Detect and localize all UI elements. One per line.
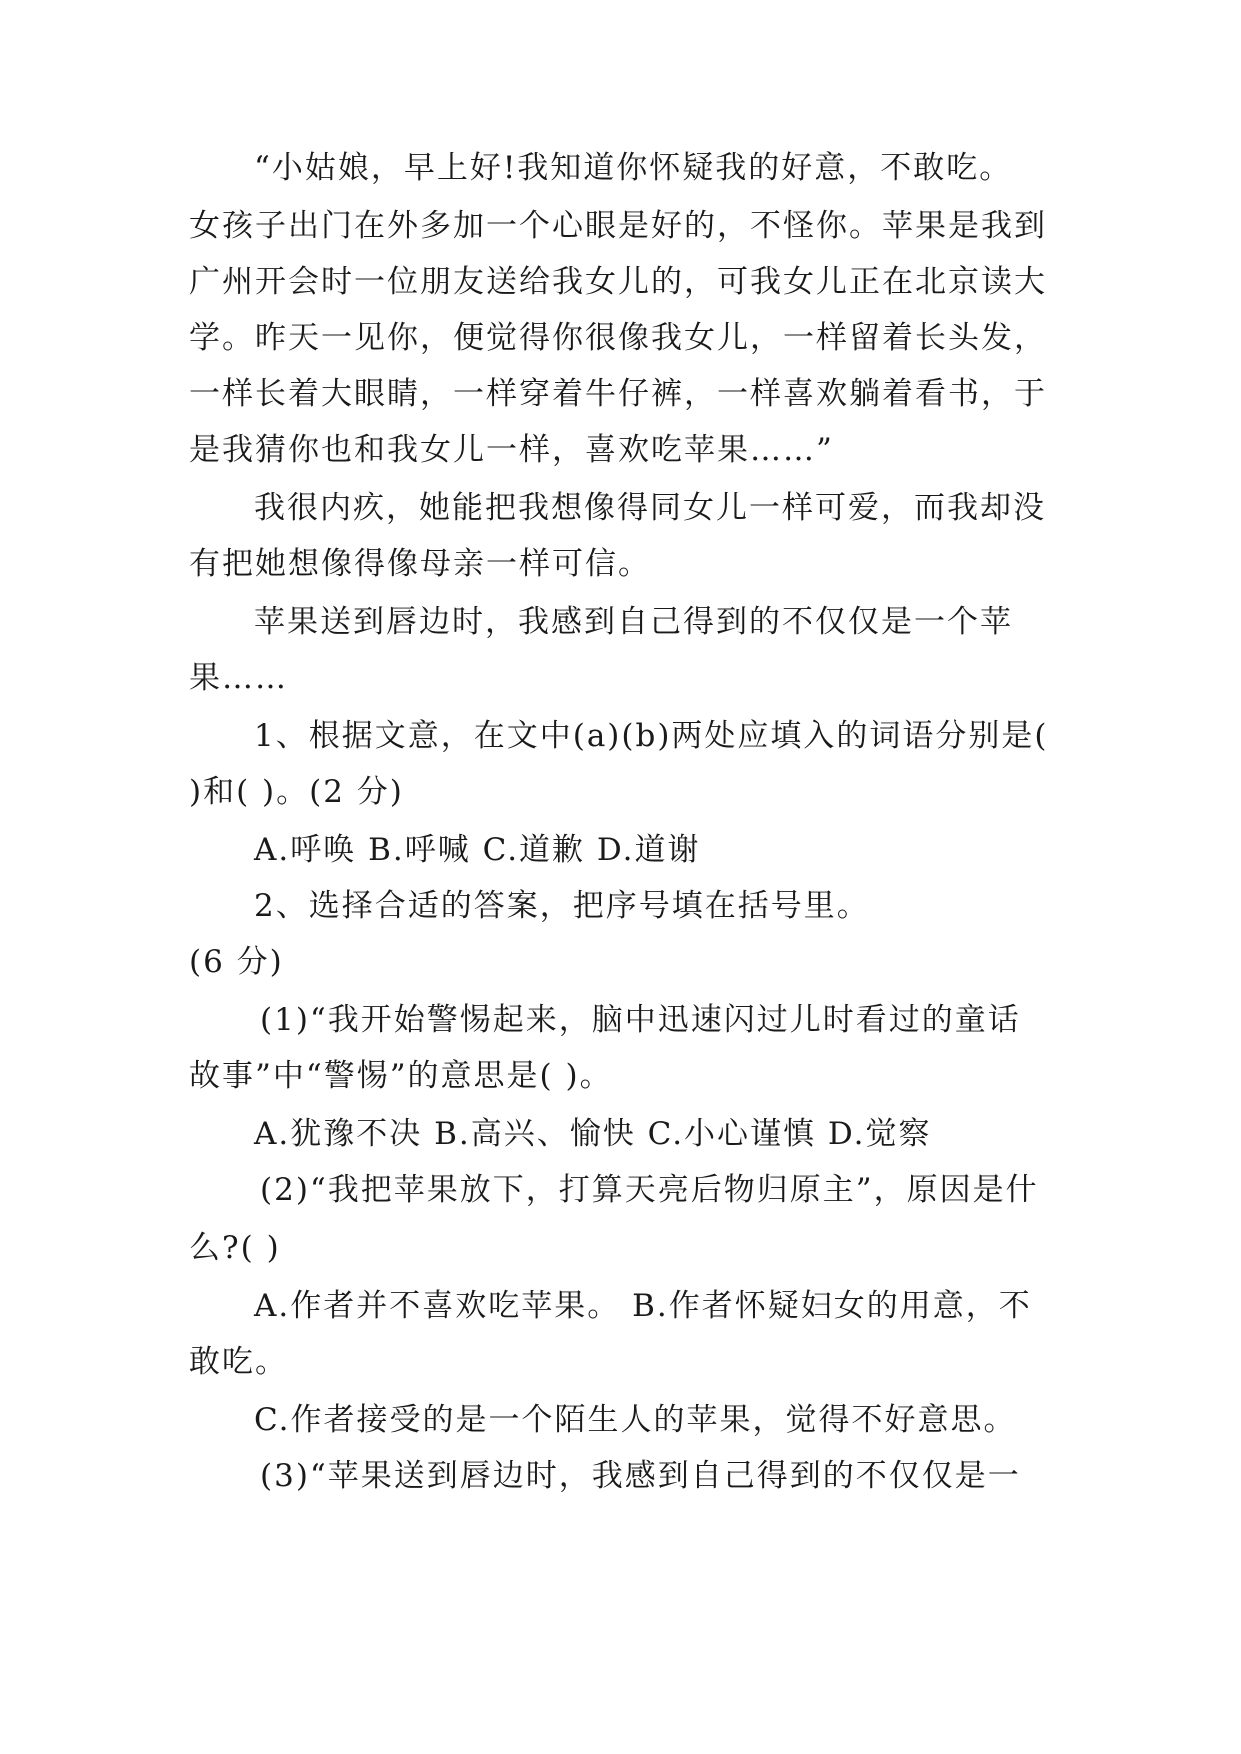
question-2-2-option-c: C.作者接受的是一个陌生人的苹果，觉得不好意思。 — [254, 1402, 1017, 1438]
question-2-1-options: A.犹豫不决 B.高兴、愉快 C.小心谨慎 D.觉察 — [254, 1116, 932, 1152]
text-line: 有把她想像得像母亲一样可信。 — [189, 546, 651, 582]
text-line: 我很内疚，她能把我想像得同女儿一样可爱，而我却没 — [254, 490, 1046, 526]
question-2-1: (1)“我开始警惕起来，脑中迅速闪过儿时看过的童话 — [260, 1002, 1021, 1038]
text-line: 果…… — [189, 660, 288, 696]
text-line: 学。昨天一见你，便觉得你很像我女儿，一样留着长头发， — [189, 320, 1047, 356]
question-1: 1、根据文意，在文中(a)(b)两处应填入的词语分别是( — [254, 718, 1049, 754]
question-1-options: A.呼唤 B.呼喊 C.道歉 D.道谢 — [254, 832, 701, 868]
text-line: 广州开会时一位朋友送给我女儿的，可我女儿正在北京读大 — [189, 264, 1047, 300]
text-line: “小姑娘，早上好!我知道你怀疑我的好意，不敢吃。 — [254, 150, 1013, 186]
question-2-2-options: A.作者并不喜欢吃苹果。 B.作者怀疑妇女的用意，不 — [254, 1288, 1032, 1324]
question-2-2-options-cont: 敢吃。 — [189, 1344, 288, 1380]
question-2: 2、选择合适的答案，把序号填在括号里。 — [254, 888, 870, 924]
question-2-score: (6 分) — [189, 944, 284, 980]
text-line: 苹果送到唇边时，我感到自己得到的不仅仅是一个苹 — [254, 604, 1013, 640]
question-2-2-cont: 么?( ) — [189, 1230, 281, 1266]
question-2-2: (2)“我把苹果放下，打算天亮后物归原主”，原因是什 — [260, 1172, 1039, 1208]
text-line: 女孩子出门在外多加一个心眼是好的，不怪你。苹果是我到 — [189, 208, 1047, 244]
text-line: 一样长着大眼睛，一样穿着牛仔裤，一样喜欢躺着看书，于 — [189, 376, 1047, 412]
question-2-3: (3)“苹果送到唇边时，我感到自己得到的不仅仅是一 — [260, 1458, 1021, 1494]
question-1-cont: )和( )。(2 分) — [189, 774, 404, 810]
question-2-1-cont: 故事”中“警惕”的意思是( )。 — [189, 1058, 613, 1094]
text-line: 是我猜你也和我女儿一样，喜欢吃苹果……” — [189, 432, 834, 468]
